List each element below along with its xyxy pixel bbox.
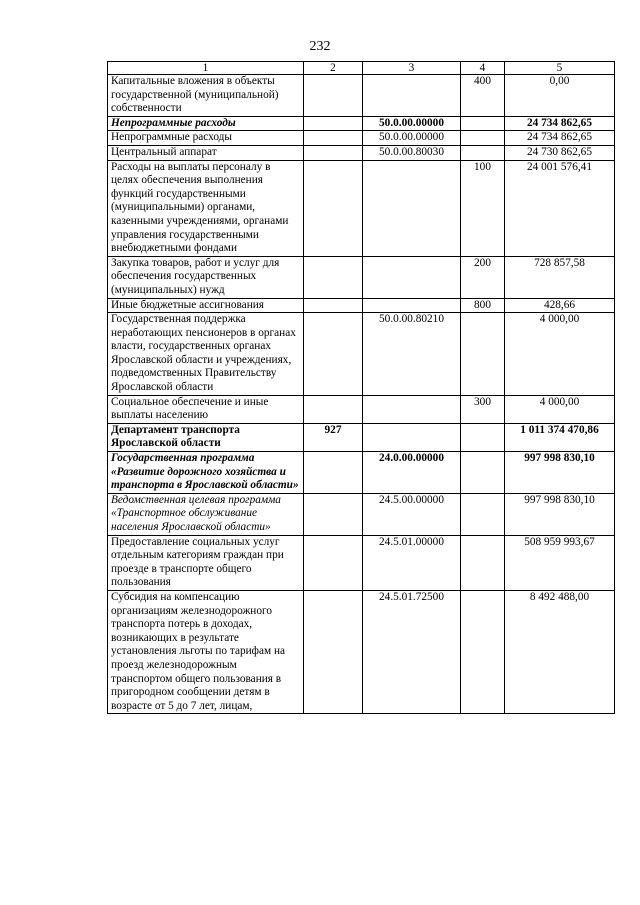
column-header: 4	[461, 62, 505, 75]
row-dept-code-cell	[304, 395, 363, 423]
column-header: 2	[304, 62, 363, 75]
row-dept-code-cell	[304, 590, 363, 713]
row-target-article-cell	[363, 423, 461, 451]
row-amount-cell: 0,00	[505, 75, 615, 117]
row-target-article-cell: 24.5.01.72500	[363, 590, 461, 713]
row-name-cell: Государственная программа «Развитие дорожного хозяйства и транспорта в Ярославской области»	[108, 452, 304, 494]
row-amount-cell: 1 011 374 470,86	[505, 423, 615, 451]
row-target-article-cell: 50.0.00.00000	[363, 131, 461, 146]
row-dept-code-cell	[304, 75, 363, 117]
row-expense-type-cell	[461, 452, 505, 494]
row-expense-type-cell	[461, 423, 505, 451]
row-dept-code-cell	[304, 160, 363, 256]
row-amount-cell: 997 998 830,10	[505, 493, 615, 535]
row-target-article-cell: 50.0.00.80210	[363, 313, 461, 396]
row-amount-cell: 24 734 862,65	[505, 131, 615, 146]
row-name-cell: Расходы на выплаты персоналу в целях обеспечения выполнения функций государственными (муниципальными) органами, казенными учреждениями, органами управления государственными внебюджетными фондами	[108, 160, 304, 256]
row-expense-type-cell	[461, 313, 505, 396]
table-row	[108, 131, 615, 146]
row-dept-code-cell	[304, 452, 363, 494]
row-amount-cell: 24 734 862,65	[505, 116, 615, 131]
row-target-article-cell: 24.5.00.00000	[363, 493, 461, 535]
row-name-cell: Предоставление социальных услуг отдельным категориям граждан при проезде в транспорте общего пользования	[108, 535, 304, 590]
row-amount-cell: 997 998 830,10	[505, 452, 615, 494]
table-row	[108, 493, 615, 535]
row-expense-type-cell	[461, 590, 505, 713]
row-amount-cell: 428,66	[505, 298, 615, 313]
table-row	[108, 423, 615, 451]
row-expense-type-cell: 200	[461, 256, 505, 298]
row-dept-code-cell: 927	[304, 423, 363, 451]
table-row	[108, 395, 615, 423]
table-row	[108, 452, 615, 494]
table-row	[108, 313, 615, 396]
row-expense-type-cell	[461, 145, 505, 160]
row-amount-cell: 4 000,00	[505, 313, 615, 396]
row-amount-cell: 24 001 576,41	[505, 160, 615, 256]
row-target-article-cell	[363, 298, 461, 313]
row-name-cell: Ведомственная целевая программа «Транспортное обслуживание населения Ярославской области»	[108, 493, 304, 535]
row-dept-code-cell	[304, 313, 363, 396]
row-name-cell: Социальное обеспечение и иные выплаты населению	[108, 395, 304, 423]
table-row	[108, 535, 615, 590]
row-name-cell: Центральный аппарат	[108, 145, 304, 160]
row-dept-code-cell	[304, 145, 363, 160]
column-header: 3	[363, 62, 461, 75]
row-expense-type-cell	[461, 493, 505, 535]
table-header-row	[108, 62, 615, 75]
table-row	[108, 298, 615, 313]
table-row	[108, 590, 615, 713]
row-name-cell: Иные бюджетные ассигнования	[108, 298, 304, 313]
row-target-article-cell: 24.0.00.00000	[363, 452, 461, 494]
row-target-article-cell	[363, 75, 461, 117]
row-amount-cell: 8 492 488,00	[505, 590, 615, 713]
row-target-article-cell: 50.0.00.00000	[363, 116, 461, 131]
row-amount-cell: 508 959 993,67	[505, 535, 615, 590]
row-expense-type-cell: 400	[461, 75, 505, 117]
budget-table	[107, 61, 615, 714]
row-dept-code-cell	[304, 256, 363, 298]
row-name-cell: Департамент транспорта Ярославской области	[108, 423, 304, 451]
row-name-cell: Закупка товаров, работ и услуг для обеспечения государственных (муниципальных) нужд	[108, 256, 304, 298]
row-dept-code-cell	[304, 493, 363, 535]
table-row	[108, 160, 615, 256]
row-expense-type-cell	[461, 535, 505, 590]
row-name-cell: Непрограммные расходы	[108, 116, 304, 131]
row-expense-type-cell: 100	[461, 160, 505, 256]
row-dept-code-cell	[304, 116, 363, 131]
row-name-cell: Непрограммные расходы	[108, 131, 304, 146]
table-row	[108, 116, 615, 131]
row-name-cell: Субсидия на компенсацию организациям железнодорожного транспорта потерь в доходах, возникающих в результате установления льготы по тарифам на проезд железнодорожным транспортом общего пользования в пригородном сообщении детям в возрасте от 5 до 7 лет, лицам,	[108, 590, 304, 713]
table-row	[108, 75, 615, 117]
row-amount-cell: 24 730 862,65	[505, 145, 615, 160]
row-expense-type-cell	[461, 131, 505, 146]
page-number: 232	[309, 39, 331, 54]
table-row	[108, 145, 615, 160]
row-name-cell: Капитальные вложения в объекты государственной (муниципальной) собственности	[108, 75, 304, 117]
row-name-cell: Государственная поддержка неработающих пенсионеров в органах власти, государственных органах Ярославской области и учреждениях, подведомственных Правительству Ярославской области	[108, 313, 304, 396]
row-target-article-cell	[363, 160, 461, 256]
row-target-article-cell: 50.0.00.80030	[363, 145, 461, 160]
column-header: 1	[108, 62, 304, 75]
row-dept-code-cell	[304, 131, 363, 146]
row-amount-cell: 4 000,00	[505, 395, 615, 423]
row-dept-code-cell	[304, 298, 363, 313]
row-expense-type-cell: 800	[461, 298, 505, 313]
row-expense-type-cell	[461, 116, 505, 131]
row-amount-cell: 728 857,58	[505, 256, 615, 298]
row-dept-code-cell	[304, 535, 363, 590]
row-target-article-cell	[363, 395, 461, 423]
row-expense-type-cell: 300	[461, 395, 505, 423]
table-row	[108, 256, 615, 298]
column-header: 5	[505, 62, 615, 75]
row-target-article-cell: 24.5.01.00000	[363, 535, 461, 590]
row-target-article-cell	[363, 256, 461, 298]
